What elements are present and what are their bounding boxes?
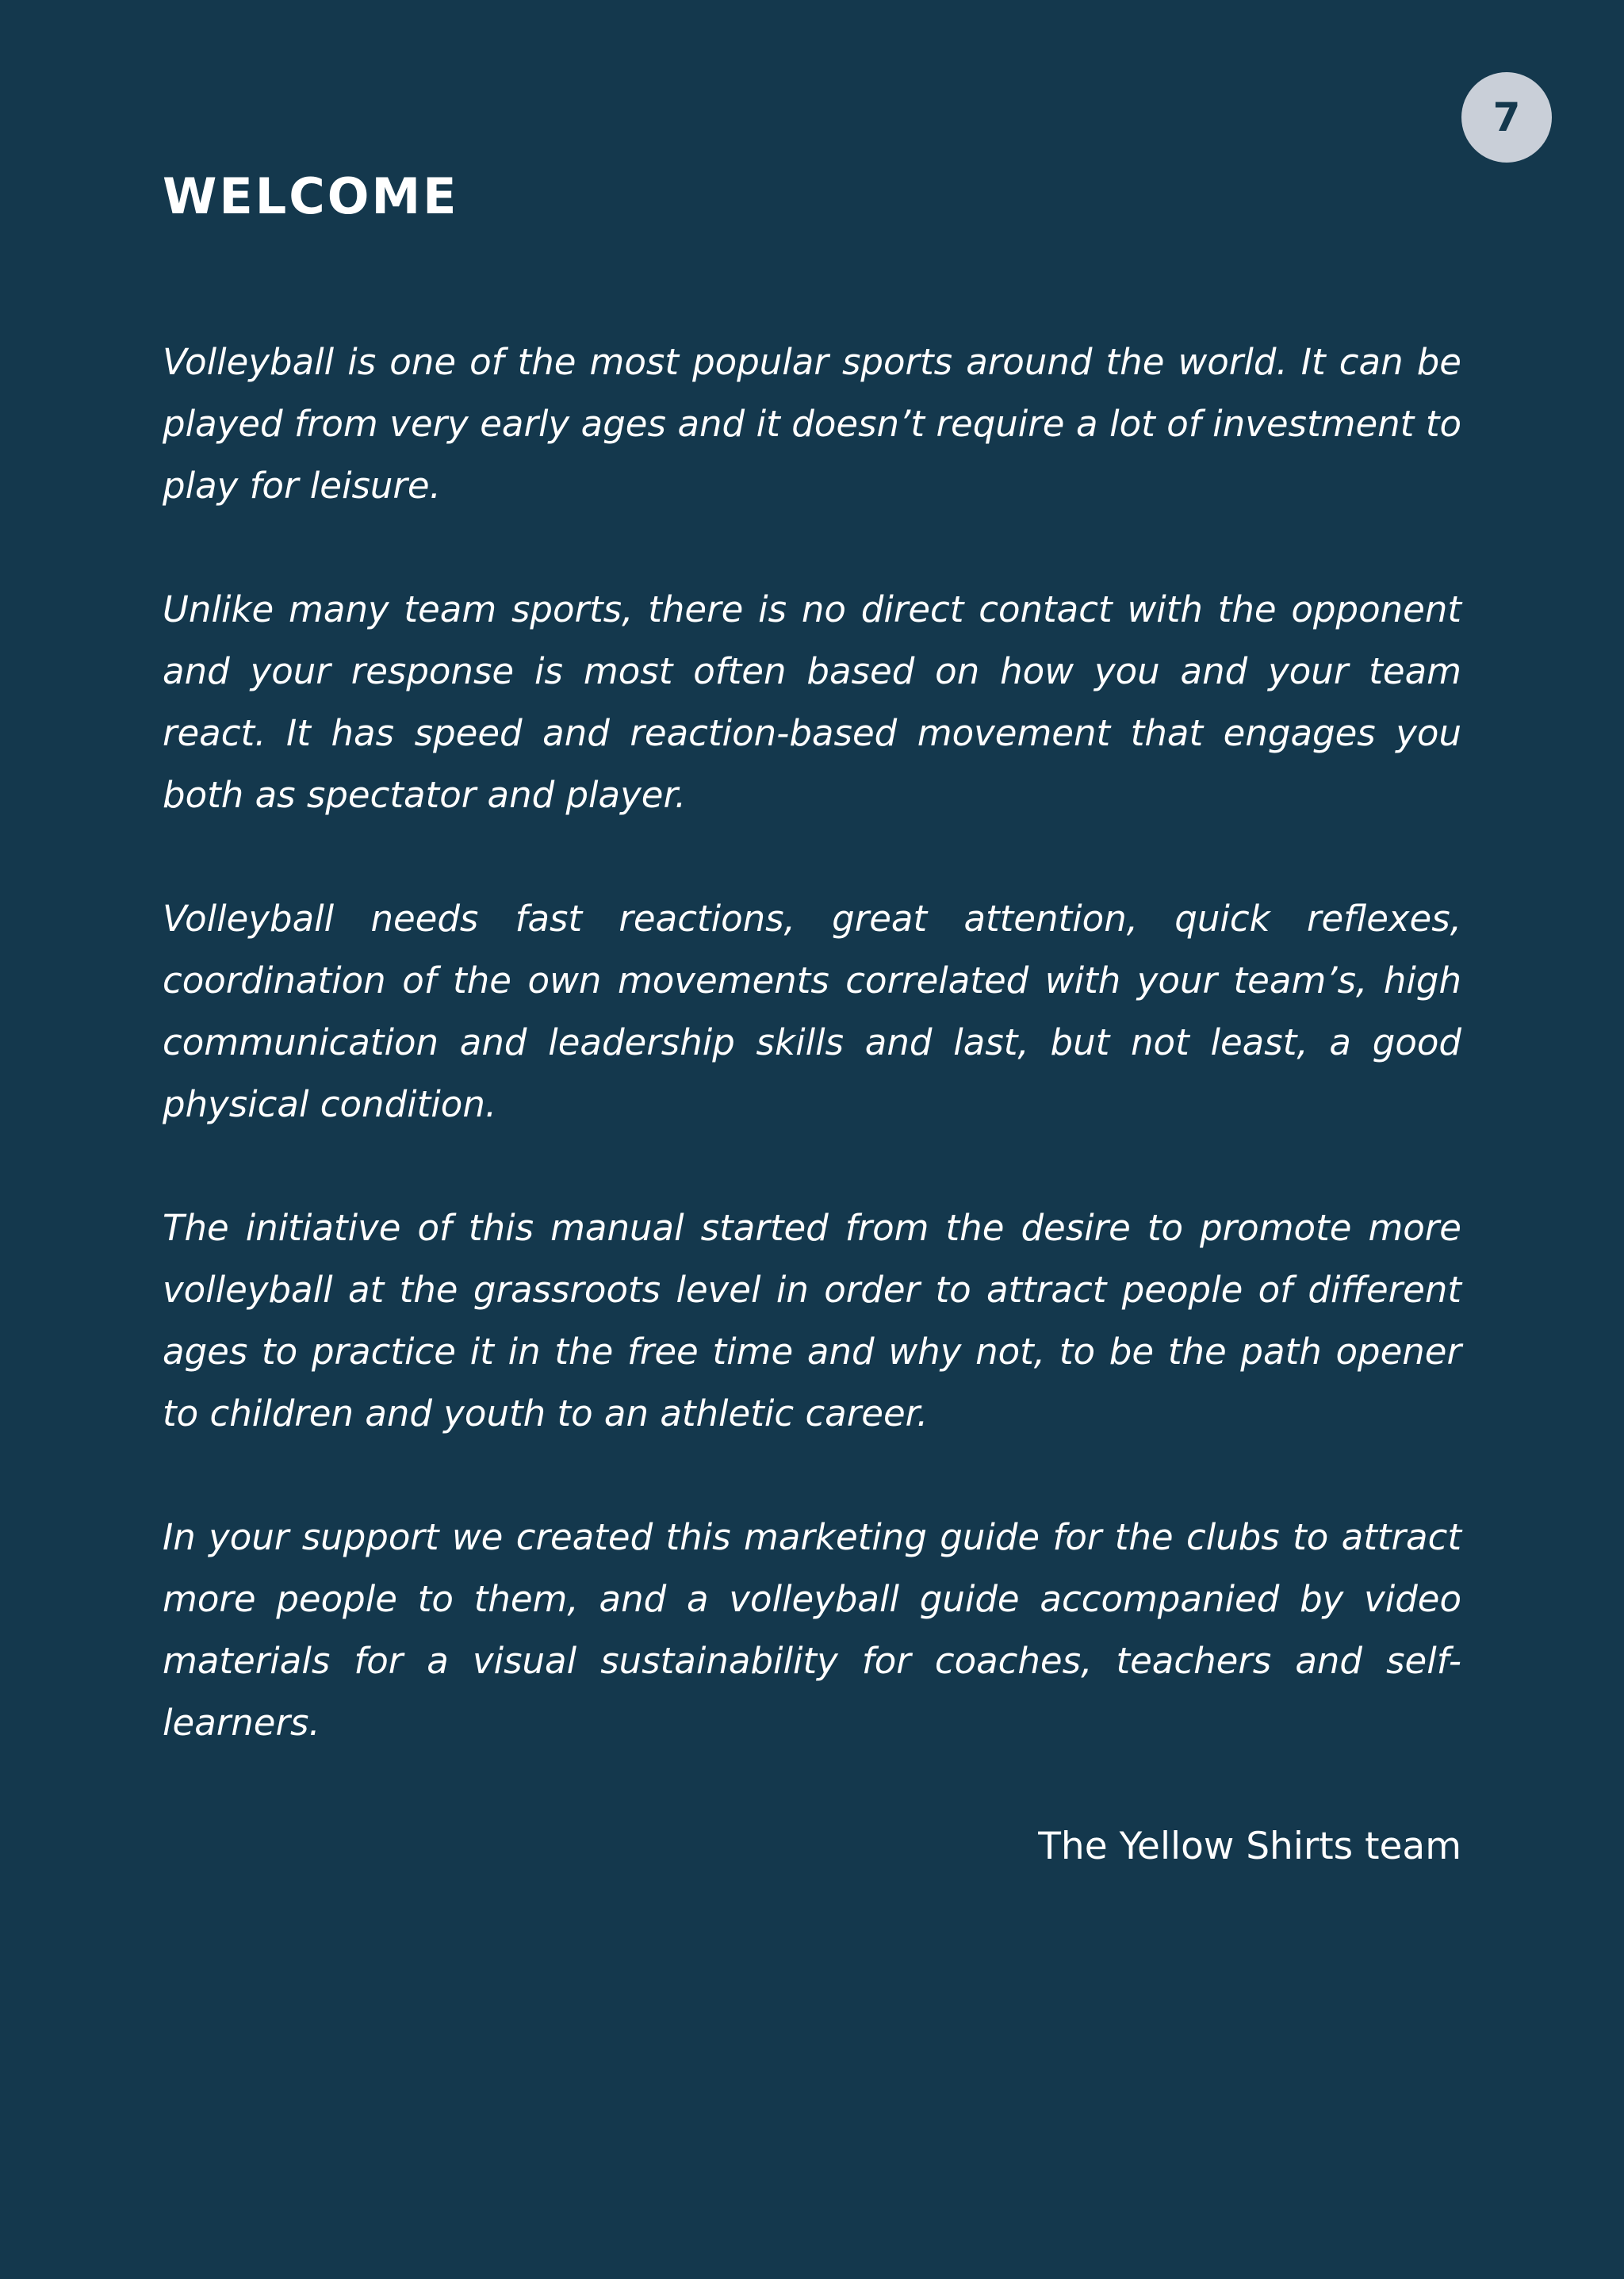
body-text [163,331,1461,1816]
page-title: WELCOME [163,167,459,225]
paragraph-1: Volleyball is one of the most popular sports around the world. It can be played from very early ages and it doesn’t require a lot of investment to play for leisure. [163,341,1461,507]
paragraph-2: Unlike many team sports, there is no direct contact with the opponent and your response is most often based on how you and your team react. It has speed and reaction-based movement that engages you both as spectator and player. [163,588,1461,816]
paragraph-4: The initiative of this manual started from the desire to promote more volleyball at the grassroots level in order to attract people of different ages to practice it in the free time and why not, to be the path opener to children and youth to an athletic career. [163,1207,1461,1434]
page-number-badge: 7 [1461,72,1552,163]
paragraph-5: In your support we created this marketing guide for the clubs to attract more people to them, and a volleyball guide accompanied by video materials for a visual sustainability for coaches, teachers and self-learners. [163,1516,1461,1744]
signature: The Yellow Shirts team [1038,1825,1461,1868]
paragraph-3: Volleyball needs fast reactions, great attention, quick reflexes, coordination of the own movements correlated with your team’s, high communication and leadership skills and last, but not least, a good physical condition. [163,898,1461,1125]
